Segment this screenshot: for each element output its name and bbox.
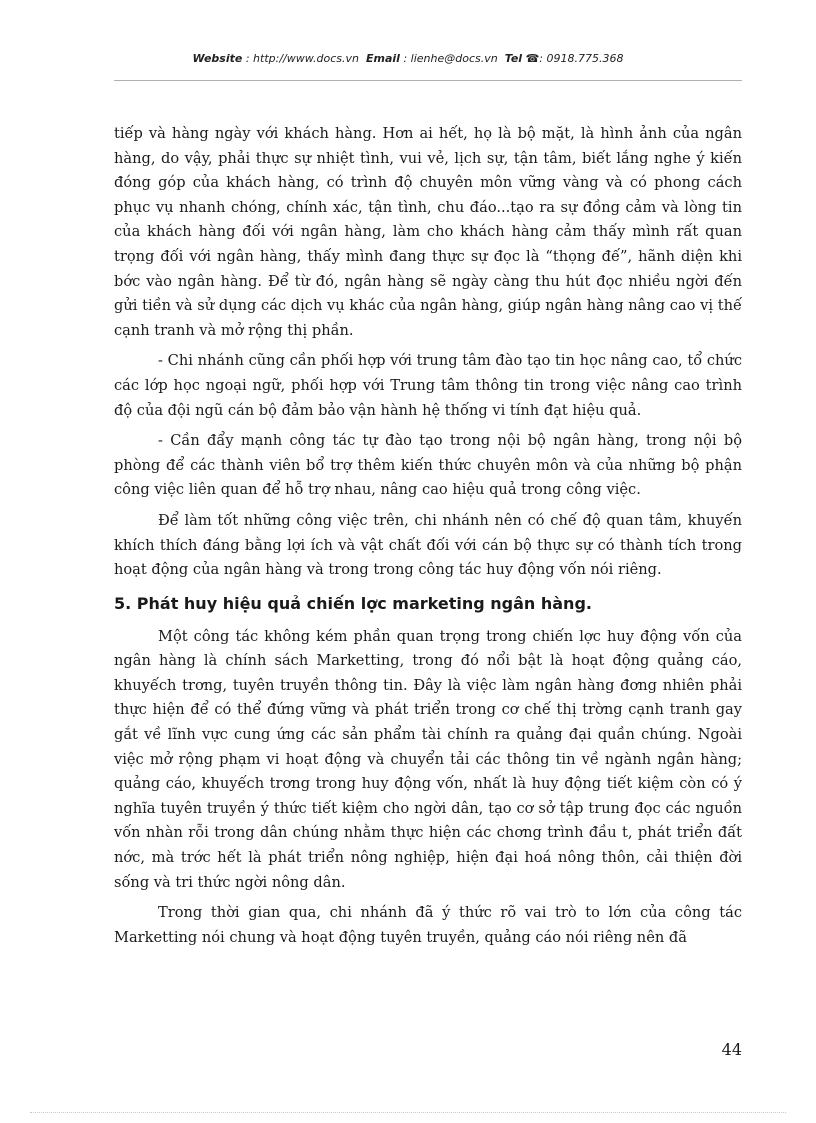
document-body	[114, 122, 742, 950]
header-divider	[114, 80, 742, 81]
email-value: : lienhe@docs.vn	[403, 52, 498, 65]
paragraph-6: Trong thời gian qua, chi nhánh đã ý thức rõ vai trò to lớn của công tác Marketting nói chung và hoạt động tuyên truyền, quảng cáo nói riêng nên đã	[114, 904, 742, 946]
paragraph-4: Để làm tốt những công việc trên, chi nhánh nên có chế độ quan tâm, khuyến khích thích đáng bằng lợi ích và vật chất đối với cán bộ thực sự có thành tích trong hoạt động của ngân hàng và trong trong công tác huy động vốn nói riêng.	[114, 511, 742, 579]
paragraph-5: Một công tác không kém phần quan trọng trong chiến lợc huy động vốn của ngân hàng là chính sách Marketting, trong đó nổi bật là hoạt động quảng cáo, khuyếch trơng, tuyên truyền thông tin. Đây là việc làm ngân hàng đơng nhiên phải thực hiện để có thể đứng vững và phát triển trong cơ chế thị trờng cạnh tranh gay gắt về lĩnh vực cung ứng các sản phẩm tài chính ra quảng đại quần chúng. Ngoài việc mở rộng phạm vi hoạt động và chuyển tải các thông tin về ngành ngân hàng; quảng cáo, khuyếch trơng trong huy động vốn, nhất là huy động tiết kiệm còn có ý nghĩa tuyên truyền ý thức tiết kiệm cho ngời dân, tạo cơ sở tập trung đọc các nguồn vốn nhàn rỗi trong dân chúng nhằm thực hiện các chơng trình đầu t, phát triển đất nớc, mà trớc hết là phát triển nông nghiệp, hiện đại hoá nông thôn, cải thiện đời sống và tri thức ngời nông dân.	[114, 627, 742, 891]
email-label: Email	[366, 52, 400, 65]
website-label: Website	[192, 52, 243, 65]
paragraph-2: - Chi nhánh cũng cần phối hợp với trung tâm đào tạo tin học nâng cao, tổ chức các lớp học ngoại ngữ, phối hợp với Trung tâm thông tin trong việc nâng cao trình độ của đội ngũ cán bộ đảm bảo vận hành hệ thống vi tính đạt hiệu quả.	[114, 352, 742, 419]
website-value: : http://www.docs.vn	[245, 52, 360, 65]
page-number: 44	[721, 1040, 742, 1059]
telephone-icon: ☎	[525, 52, 540, 65]
bottom-divider	[30, 1112, 786, 1113]
page-header	[0, 52, 816, 65]
tel-label: Tel	[504, 52, 523, 65]
paragraph-3: - Cần đẩy mạnh công tác tự đào tạo trong nội bộ ngân hàng, trong nội bộ phòng để các thành viên bổ trợ thêm kiến thức chuyên môn và của những bộ phận công việc liên quan để hỗ trợ nhau, nâng cao hiệu quả trong công việc.	[114, 432, 742, 499]
paragraph-1: tiếp và hàng ngày với khách hàng. Hơn ai hết, họ là bộ mặt, là hình ảnh của ngân hàng, do vậy, phải thực sự nhiệt tình, vui vẻ, lịch sự, tận tâm, biết lắng nghe ý kiến đóng góp của khách hàng, có trình độ chuyên môn vững vàng và có phong cách phục vụ nhanh chóng, chính xác, tận tình, chu đáo...tạo ra sự đồng cảm và lòng tin của khách hàng đối với ngân hàng, làm cho khách hàng cảm thấy mình rất quan trọng đối với ngân hàng, thấy mình đang thực sự đọc là “thọng đế”, hãnh diện khi bớc vào ngân hàng. Để từ đó, ngân hàng sẽ ngày càng thu hút đọc nhiều ngời đến gửi tiền và sử dụng các dịch vụ khác của ngân hàng, giúp ngân hàng nâng cao vị thế cạnh tranh và mở rộng thị phần.	[114, 125, 742, 339]
tel-value: : 0918.775.368	[539, 52, 624, 65]
section-heading: 5. Phát huy hiệu quả chiến lợc marketing ngân hàng.	[114, 593, 592, 613]
